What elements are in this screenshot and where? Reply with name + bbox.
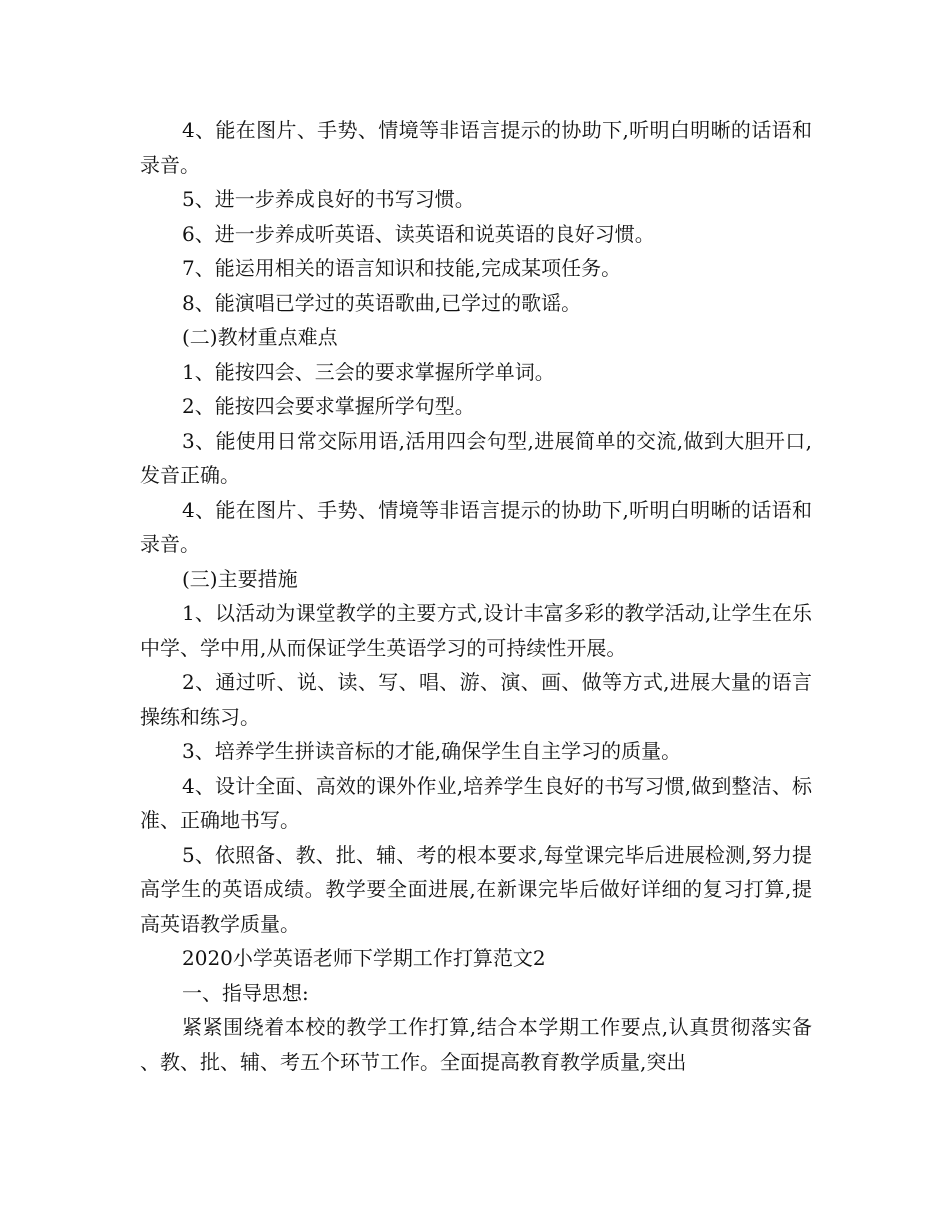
- paragraph: 4、能在图片、手势、情境等非语言提示的协助下,听明白明晰的话语和录音。: [140, 118, 812, 177]
- paragraph: 3、培养学生拼读音标的才能,确保学生自主学习的质量。: [182, 739, 682, 763]
- section-heading: 一、指导思想:: [182, 980, 309, 1005]
- paragraph: 2、通过听、说、读、写、唱、游、演、画、做等方式,进展大量的语言操练和练习。: [140, 670, 812, 729]
- paragraph: 1、以活动为课堂教学的主要方式,设计丰富多彩的教学活动,让学生在乐中学、学中用,从而保证学生英语学习的可持续性开展。: [140, 601, 812, 660]
- paragraph: 5、进一步养成良好的书写习惯。: [182, 187, 475, 211]
- paragraph: 1、能按四会、三会的要求掌握所学单词。: [182, 359, 555, 384]
- document-title: 2020小学英语老师下学期工作打算范文2: [182, 946, 546, 970]
- document-body: [140, 113, 812, 1079]
- section-heading: (二)教材重点难点: [182, 325, 338, 349]
- paragraph: 2、能按四会要求掌握所学句型。: [182, 394, 475, 418]
- paragraph: 紧紧围绕着本校的教学工作打算,结合本学期工作要点,认真贯彻落实备、教、批、辅、考五个环节工作。全面提高教育教学质量,突出: [140, 1015, 812, 1074]
- paragraph: 5、依照备、教、批、辅、考的根本要求,每堂课完毕后进展检测,努力提高学生的英语成绩。教学要全面进展,在新课完毕后做好详细的复习打算,提高英语教学质量。: [140, 842, 812, 936]
- paragraph: 4、能在图片、手势、情境等非语言提示的协助下,听明白明晰的话语和录音。: [140, 497, 812, 556]
- section-heading: (三)主要措施: [182, 566, 298, 591]
- paragraph: 3、能使用日常交际用语,活用四会句型,进展简单的交流,做到大胆开口,发音正确。: [140, 428, 812, 487]
- paragraph: 7、能运用相关的语言知识和技能,完成某项任务。: [182, 256, 622, 280]
- paragraph: 6、进一步养成听英语、读英语和说英语的良好习惯。: [182, 221, 655, 246]
- paragraph: 4、设计全面、高效的课外作业,培养学生良好的书写习惯,做到整洁、标准、正确地书写。: [140, 773, 812, 832]
- paragraph: 8、能演唱已学过的英语歌曲,已学过的歌谣。: [182, 290, 582, 315]
